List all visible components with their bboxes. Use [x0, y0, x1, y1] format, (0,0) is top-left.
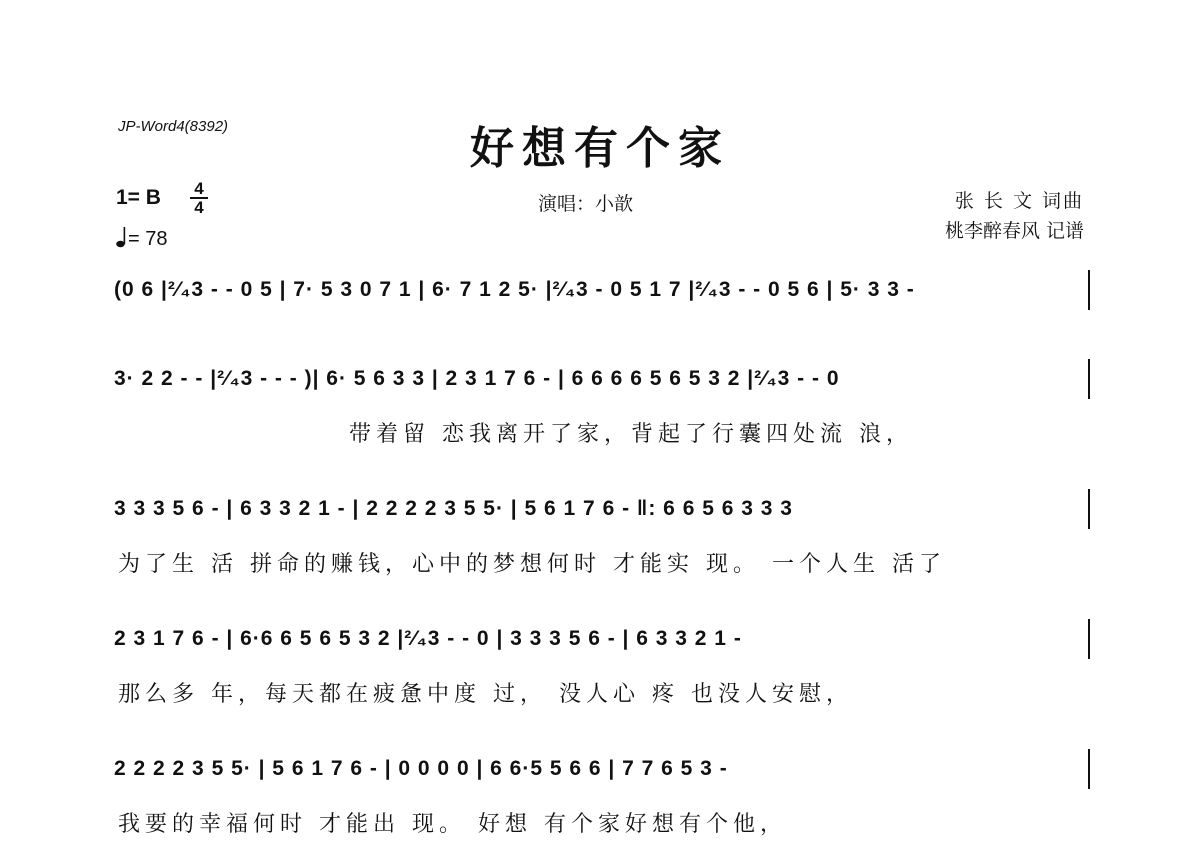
tempo-value: = 78	[128, 228, 168, 250]
notation-line: 2 2 2 2 3 5 5· | 5 6 1 7 6 - | 0 0 0 0 | 6 6·5 5 6 6 | 7 7 6 5 3 -	[114, 757, 728, 780]
notation-line: 2 3 1 7 6 - | 6·6 6 5 6 5 3 2 |²⁄₄3 - - 0 | 3 3 3 5 6 - | 6 3 3 2 1 -	[114, 627, 742, 650]
notation-line: 3 3 3 5 6 - | 6 3 3 2 1 - | 2 2 2 2 3 5 5· | 5 6 1 7 6 - ‖: 6 6 5 6 3 3 3	[114, 497, 793, 520]
lyrics-line: 那么多 年，每天都在疲惫中度 过， 没人心 疼 也没人安慰，	[118, 682, 853, 707]
time-signature-top: 4	[194, 179, 204, 198]
time-signature-bottom: 4	[194, 198, 204, 217]
notation-line: 3· 2 2 - - |²⁄₄3 - - - )| 6· 5 6 3 3 | 2 3 1 7 6 - | 6 6 6 6 5 6 5 3 2 |²⁄₄3 - - 0	[114, 367, 840, 390]
notation-line: (0 6 |²⁄₄3 - - 0 5 | 7· 5 3 0 7 1 | 6· 7 1 2 5· |²⁄₄3 - 0 5 1 7 |²⁄₄3 - - 0 5 6 | 5· 3 3 -	[114, 278, 915, 301]
lyrics-line: 我要的幸福何时 才能出 现。 好想 有个家好想有个他，	[118, 812, 787, 837]
lyrics-line: 为了生 活 拼命的赚钱，心中的梦想何时 才能实 现。 一个人生 活了	[118, 552, 946, 577]
tempo-marking	[116, 226, 167, 251]
quarter-note-icon	[116, 226, 126, 248]
lyrics-line: 带着留 恋我离开了家，背起了行囊四处流 浪，	[349, 422, 913, 447]
author-credit: 张 长 文 词曲	[954, 190, 1084, 212]
singer-credit: 演唱：小歆	[538, 193, 634, 215]
transcriber-credit: 桃李醉春风 记谱	[944, 220, 1084, 242]
song-title: 好想有个家	[470, 123, 730, 174]
time-signature	[188, 180, 210, 216]
key-signature: 1= B	[116, 186, 161, 209]
source-label: JP-Word4(8392)	[118, 118, 229, 135]
